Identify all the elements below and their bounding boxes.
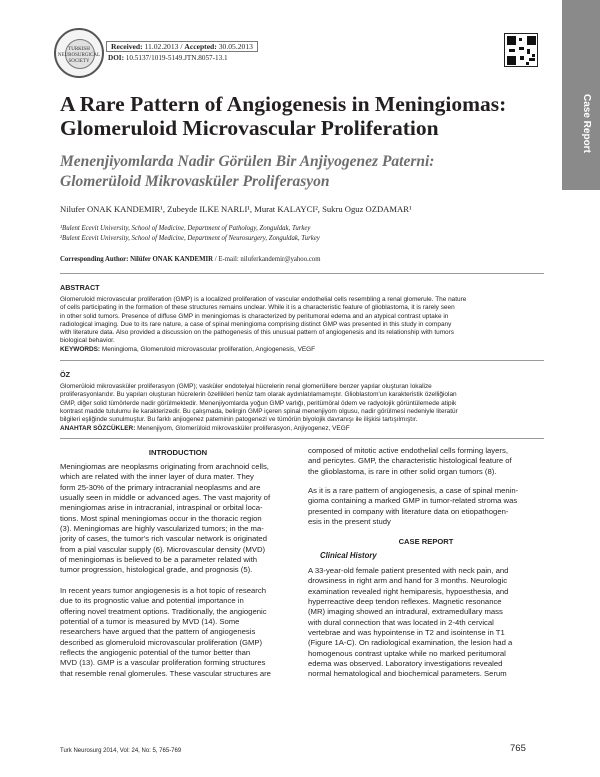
case-report-heading: CASE REPORT (398, 537, 454, 546)
divider (60, 273, 544, 274)
article-subtitle (60, 152, 540, 192)
keywords-value: Meningioma, Glomeruloid microvascular proliferation, Angiogenesis, VEGF (101, 346, 316, 353)
text-line: with dural connection that was located in 2-4th cervical (308, 617, 494, 627)
footer-citation: Turk Neurosurg 2014, Vol: 24, No: 5, 765-769 (60, 748, 182, 754)
text-line: and pericytes. GMP, the characteristic histological feature of (308, 456, 512, 466)
text-line: tumor progression, histological grade, and prognosis (5). (60, 565, 253, 575)
text-line: (3). Meningiomas are highly vascularized tumors; in the ma- (60, 524, 264, 534)
text-line: reflects the angiogenic potential of the tumor better than (60, 648, 251, 658)
oz-line: bilgileri eşliğinde sunulmuştur. Bu farklı anjiogenez pateminin patogenezi ve tümörün biyolojik davranışı ile ilişkisi tartışılmıştır. (60, 416, 418, 424)
text-line: that resemble renal glomerules. These vascular structures are (60, 668, 271, 678)
oz-line: kontrast madde tutulumu ile karakterizedir. Bu çalışmada, belirgin GMP içeren spinal menenjiyom olgusu, nadir görülmesi nedeniyle literatür (60, 407, 458, 415)
text-line: hyperreactive deep tendon reflexes. Magnetic resonance (308, 597, 502, 607)
text-line: esis in the present study (308, 517, 391, 527)
accepted-label: Accepted: (184, 42, 217, 51)
oz-keywords (60, 425, 544, 433)
page-number: 765 (510, 743, 526, 754)
text-line: Meningiomas are neoplasms originating from arachnoid cells, (60, 462, 269, 471)
right-para-1 (308, 446, 544, 477)
text-line: offering novel treatment options. Traditionally, the angiogenic (60, 606, 267, 616)
text-line: potential of a tumor is measured by MVD (14). Some (60, 617, 240, 627)
text-line: presented in company with literature data on etiopathogen- (308, 506, 509, 516)
text-line: normal hematological and biochemical parameters. Serum (308, 669, 507, 679)
doi-value[interactable]: 10.5137/1019-5149.JTN.8057-13.1 (125, 54, 228, 62)
oz-heading: ÖZ (60, 370, 70, 379)
introduction-para-1 (60, 462, 296, 576)
abstract-line: biological behavior. (60, 337, 115, 345)
abstract-line: with literature data. Also provided a discussion on the pathogenesis of this unusual pattern of angiogenesis and its relationship with tumors (60, 329, 454, 337)
introduction-heading: INTRODUCTION (148, 448, 208, 457)
title-line-2: Glomeruloid Microvascular Proliferation (60, 116, 439, 140)
oz-keywords-label: ANAHTAR SÖZCÜKLER: (60, 425, 136, 432)
text-line: described as glomeruloid microvascular proliferation (GMP) (60, 637, 263, 647)
abstract-line: of cells participating in the formation of these structures remains unclear. While it is a characteristic feature of glioblastoma, it is rarely seen (60, 304, 455, 312)
text-line: tions. Most spinal meningiomas occur in the thoracic region (60, 513, 262, 523)
text-line: usually seen in middle or advanced ages. The vast majority of (60, 493, 271, 503)
text-line: drowsiness in right arm and hand for 3 months. Neurologic (308, 576, 508, 586)
qr-code-icon (504, 33, 538, 67)
doi-line (108, 54, 228, 62)
abstract-body (60, 296, 544, 346)
oz-line: GMP, diğer solid tümörlerde nadir görülmektedir. Menenjiyomlarda yoğun GMP varlığı, peritümöral ödem ve radyolojik görüntülemede atipik (60, 399, 457, 407)
logo-text: TURKISH NEUROSURGICAL SOCIETY (57, 47, 101, 64)
text-line: edema was observed. Laboratory investigations revealed (308, 659, 503, 669)
corresponding-author (60, 256, 321, 263)
text-line: the glioblastoma, is rare in other solid organ tumors (8). (308, 466, 497, 476)
text-line: vertebrae and was hypointense in T2 and isointense in T1 (308, 628, 505, 638)
article-title (60, 92, 550, 140)
text-line: homogenous contrast uptake while no marked peritumoral (308, 648, 506, 658)
accepted-date: 30.05.2013 (218, 42, 253, 51)
text-line: of meningiomas is believed to be a parameter related with (60, 555, 257, 565)
section-tab (562, 0, 600, 190)
text-line: form 25-30% of the primary intracranial neoplasms and are (60, 482, 261, 492)
abstract-keywords (60, 346, 544, 354)
text-line: (Figure 1A-C). On radiological examination, the lesion had a (308, 638, 513, 648)
title-line-1: A Rare Pattern of Angiogenesis in Meningiomas: (60, 92, 507, 116)
affiliation-1: ¹Bulent Ecevit University, School of Medicine, Department of Pathology, Zonguldak, Turkey (60, 225, 311, 232)
text-line: In recent years tumor angiogenesis is a hot topic of research (60, 586, 266, 595)
oz-keywords-value: Menenjiyom, Glomerüloid mikrovasküler proliferasyon, Anjiyogenez, VEGF (137, 425, 350, 432)
oz-body (60, 383, 544, 424)
text-line: jority of cases, the tumor's rich vascular network is originated (60, 534, 267, 544)
text-line: examination revealed right hemiparesis, hypoesthesia, and (308, 586, 509, 596)
received-label: Received: (111, 42, 143, 51)
affiliation-2: ²Bulent Ecevit University, School of Medicine, Department of Neurosurgery, Zonguldak, Turkey (60, 235, 320, 242)
text-line: As it is a rare pattern of angiogenesis, a case of spinal menin- (308, 486, 519, 495)
text-line: gioma containing a marked GMP in tumor-related stroma was (308, 496, 518, 506)
corresponding-email[interactable]: / E-mail: niluferkandemir@yahoo.com (214, 256, 321, 263)
journal-logo (54, 28, 104, 78)
author-list: Nilufer ONAK KANDEMIR¹, Zubeyde ILKE NARLI¹, Murat KALAYCI², Sukru Oguz OZDAMAR¹ (60, 204, 412, 214)
text-line: A 33-year-old female patient presented with neck pain, and (308, 566, 509, 575)
case-report-para (308, 566, 544, 680)
oz-line: Glomerüloid mikrovasküler proliferasyon (GMP); vasküler endotelyal hücrelerin renal glomerüllere benzer yapılar oluşturan lokalize (60, 383, 432, 390)
subtitle-line-1: Menenjiyomlarda Nadir Görülen Bir Anjiyogenez Paterni: (60, 153, 435, 170)
corresponding-author-label: Corresponding Author: Nilüfer ONAK KANDEMIR (60, 256, 214, 263)
oz-line: proliferasyonlarıdır. Bu yapıları oluşturan hücrelerin özellikleri henüz tam olarak aydınlatılamamıştır. Glioblastom'un karakteristik özelliğiolan (60, 391, 457, 399)
abstract-line: radiological imaging. Due to its rare nature, a case of spinal meningioma comprising distinct GMP was presented in this study in company (60, 320, 452, 328)
clinical-history-subheading: Clinical History (320, 551, 377, 560)
text-line: MVD (13). GMP is a vascular proliferation forming structures (60, 658, 266, 668)
doi-label: DOI: (108, 54, 124, 62)
received-accepted-dates: Received: 11.02.2013 / Accepted: 30.05.2013 (106, 41, 258, 52)
text-line: meningiomas arise in intracranial, intraspinal or orbital loca- (60, 503, 263, 513)
received-date: 11.02.2013 (144, 42, 179, 51)
text-line: which are related with the inner layer of dura mater. They (60, 472, 254, 482)
divider (60, 360, 544, 361)
keywords-label: KEYWORDS: (60, 346, 101, 353)
section-tab-label: Case Report (581, 94, 592, 153)
text-line: from a pial vascular supply (6). Microvascular density (MVD) (60, 544, 266, 554)
subtitle-line-2: Glomerüloid Mikrovasküler Proliferasyon (60, 173, 330, 190)
abstract-heading: ABSTRACT (60, 283, 100, 292)
abstract-line: in other solid tumors. Presence of diffuse GMP in meningiomas is characterized by peritumoral edema and an atypical contrast uptake in (60, 312, 449, 320)
text-line: composed of mitotic active endothelial cells forming layers, (308, 446, 508, 455)
text-line: researchers have argued that the pattern of angiogenesis (60, 627, 256, 637)
text-line: (MR) imaging showed an intradural, extramedullary mass (308, 607, 503, 617)
introduction-para-2 (60, 586, 296, 679)
text-line: due to its prognostic value and potential importance in (60, 596, 244, 606)
right-para-2 (308, 486, 544, 527)
abstract-line: Glomeruloid microvascular proliferation (GMP) is a localized proliferation of vascular endothelial cells resembling a renal glomerule. The nature (60, 296, 467, 303)
divider (60, 438, 544, 439)
